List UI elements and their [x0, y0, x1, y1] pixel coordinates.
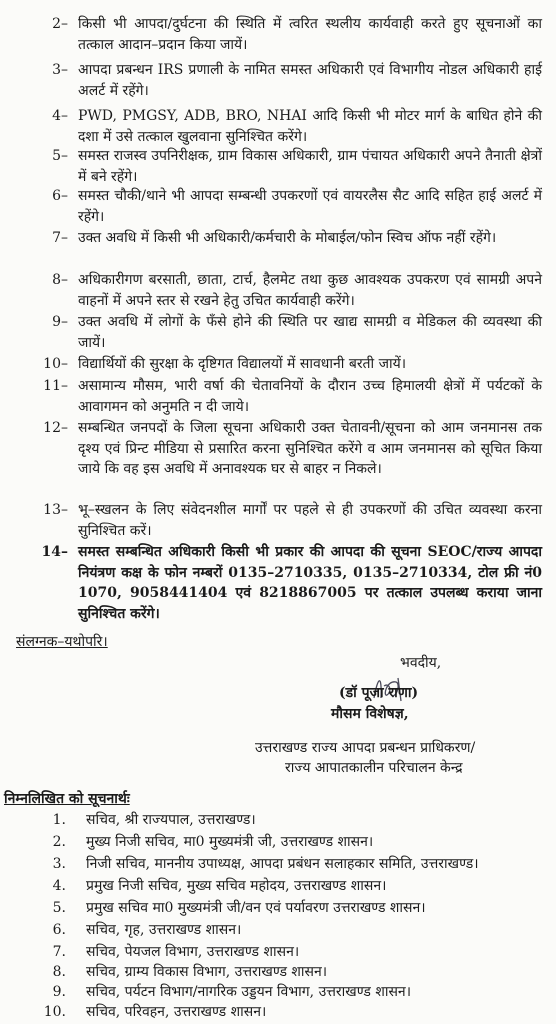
item-number: 8–	[52, 272, 68, 288]
item-text: विद्यार्थियों की सुरक्षा के दृष्टिगत विद्यालयों में सावधानी बरती जायें।	[78, 356, 407, 372]
item-number: 4–	[52, 108, 68, 124]
item-text: असामान्य मौसम, भारी वर्षा की चेतावनियों के दौरान उच्च हिमालयी क्षेत्रों में पर्यटकों के आवागमन को अनुमति न दी जाये।	[78, 378, 542, 415]
item-text: सम्बन्धित जनपदों के जिला सूचना अधिकारी उक्त चेतावनी/सूचना को आम जनमानस तक दृश्य एवं प्रिन्ट मीडिया से प्रसारित करना सुनिश्चित करेंगे व आम जनमानस को सूचित किया जाये कि वह इस अवधि में अनावश्यक घर से बाहर न निकले।	[78, 420, 542, 477]
list-item	[0, 186, 542, 227]
list-item	[0, 354, 542, 375]
item-text: PWD, PMGSY, ADB, BRO, NHAI आदि किसी भी मोटर मार्ग के बाधित होने की दशा में उसे तत्काल खुलवाना सुनिश्चित करेंगे।	[78, 108, 542, 145]
copy-to-number: 9.	[52, 984, 66, 1000]
copy-to-item	[0, 899, 426, 917]
copy-to-number: 10.	[43, 1004, 66, 1020]
list-item	[0, 146, 542, 187]
copy-to-item	[0, 855, 479, 873]
item-text: किसी भी आपदा/दुर्घटना की स्थिति में त्वरित स्थलीय कार्यवाही करते हुए सूचनाओं का तत्काल आदान–प्रदान किया जायें।	[78, 16, 542, 53]
item-number: 2–	[52, 16, 68, 32]
organisation-line-1: उत्तराखण्ड राज्य आपदा प्रबन्धन प्राधिकरण/	[255, 740, 476, 756]
item-number: 10–	[43, 356, 68, 372]
copy-to-text: सचिव, पेयजल विभाग, उत्तराखण्ड शासन।	[86, 944, 300, 960]
list-item	[0, 106, 542, 147]
copy-to-item	[0, 983, 411, 1001]
item-number: 3–	[52, 62, 68, 78]
copy-to-text: सचिव, गृह, उत्तराखण्ड शासन।	[86, 922, 242, 938]
organisation-line-2: राज्य आपातकालीन परिचालन केन्द्र	[285, 760, 463, 776]
list-item	[0, 312, 542, 353]
item-number: 11–	[43, 378, 68, 394]
copy-to-number: 6.	[52, 922, 66, 938]
copy-to-number: 3.	[52, 856, 66, 872]
copy-to-text: प्रमुख निजी सचिव, मुख्य सचिव महोदय, उत्तराखण्ड शासन।	[86, 878, 387, 894]
copy-to-text: सचिव, ग्राम्य विकास विभाग, उत्तराखण्ड शासन।	[86, 964, 328, 980]
copy-to-text: मुख्य निजी सचिव, मा0 मुख्यमंत्री जी, उत्तराखण्ड शासन।	[86, 834, 374, 850]
item-text: अधिकारीगण बरसाती, छाता, टार्च, हैलमेट तथा कुछ आवश्यक उपकरण एवं सामग्री अपने वाहनों में अपने स्तर से रखने हेतु उचित कार्यवाही करेंगे।	[78, 272, 542, 309]
list-item	[0, 418, 542, 480]
signatory-designation: मौसम विशेषज्ञ,	[331, 706, 409, 722]
item-text: आपदा प्रबन्धन IRS प्रणाली के नामित समस्त अधिकारी एवं विभागीय नोडल अधिकारी हाई अलर्ट में रहेंगे।	[78, 62, 542, 99]
item-number: 14–	[41, 544, 68, 560]
copy-to-number: 8.	[52, 964, 66, 980]
list-item	[0, 542, 542, 624]
item-number: 12–	[43, 420, 68, 436]
list-item	[0, 60, 542, 101]
list-item	[0, 500, 542, 541]
list-item	[0, 14, 542, 55]
copy-to-number: 1.	[52, 812, 66, 828]
item-text: समस्त चौकी/थाने भी आपदा सम्बन्धी उपकरणों एवं वायरलैस सैट आदि सहित हाई अलर्ट में रहेंगे।	[78, 188, 542, 225]
list-item	[0, 228, 542, 249]
copy-to-item	[0, 963, 327, 981]
copy-to-text: सचिव, परिवहन, उत्तराखण्ड शासन।	[86, 1004, 267, 1020]
list-item	[0, 376, 542, 417]
item-number: 7–	[52, 230, 68, 246]
item-text: उक्त अवधि में लोगों के फँसे होने की स्थिति पर खाद्य सामग्री व मेडिकल की व्यवस्था की जायें।	[78, 314, 542, 351]
copy-to-item	[0, 943, 299, 961]
signatory-name: (डॉ पूजा राणा)	[339, 685, 419, 701]
copy-to-item	[0, 877, 386, 895]
item-text: भू–स्खलन के लिए संवेदनशील मार्गों पर पहले से ही उपकरणों की उचित व्यवस्था करना सुनिश्चित करें।	[78, 502, 542, 539]
copy-to-text: निजी सचिव, माननीय उपाध्यक्ष, आपदा प्रबंधन सलाहकार समिति, उत्तराखण्ड।	[86, 856, 479, 872]
copy-to-heading: निम्नलिखित को सूचनार्थः	[4, 791, 130, 807]
item-number: 13–	[43, 502, 68, 518]
copy-to-number: 2.	[52, 834, 66, 850]
list-item	[0, 270, 542, 311]
item-number: 6–	[52, 188, 68, 204]
item-number: 5–	[52, 148, 68, 164]
item-text: समस्त सम्बन्धित अधिकारी किसी भी प्रकार की आपदा की सूचना SEOC/राज्य आपदा नियंत्रण कक्ष के फोन नम्बरों 0135–2710335, 0135–2710334, टोल फ्री नं0 1070, 9058441404 एवं 8218867005 पर तत्काल उपलब्ध कराया जाना सुनिश्चित करेंगे।	[78, 544, 542, 622]
item-text: उक्त अवधि में किसी भी अधिकारी/कर्मचारी के मोबाईल/फोन स्विच ऑफ नहीं रहेंगे।	[78, 230, 497, 246]
copy-to-text: सचिव, श्री राज्यपाल, उत्तराखण्ड।	[86, 812, 256, 828]
closing-salutation: भवदीय,	[400, 655, 442, 671]
copy-to-item	[0, 921, 241, 939]
copy-to-item	[0, 811, 256, 829]
item-number: 9–	[52, 314, 68, 330]
annexure-note: संलग्नक–यथोपरि।	[16, 634, 108, 650]
copy-to-number: 5.	[52, 900, 66, 916]
copy-to-item	[0, 1003, 266, 1021]
copy-to-text: प्रमुख सचिव मा0 मुख्यमंत्री जी/वन एवं पर्यावरण उत्तराखण्ड शासन।	[86, 900, 426, 916]
copy-to-number: 4.	[52, 878, 66, 894]
copy-to-item	[0, 833, 373, 851]
item-text: समस्त राजस्व उपनिरीक्षक, ग्राम विकास अधिकारी, ग्राम पंचायत अधिकारी अपने तैनाती क्षेत्रों में बने रहेंगे।	[78, 148, 542, 185]
copy-to-number: 7.	[52, 944, 66, 960]
copy-to-text: सचिव, पर्यटन विभाग/नागरिक उड्डयन विभाग, उत्तराखण्ड शासन।	[86, 984, 412, 1000]
